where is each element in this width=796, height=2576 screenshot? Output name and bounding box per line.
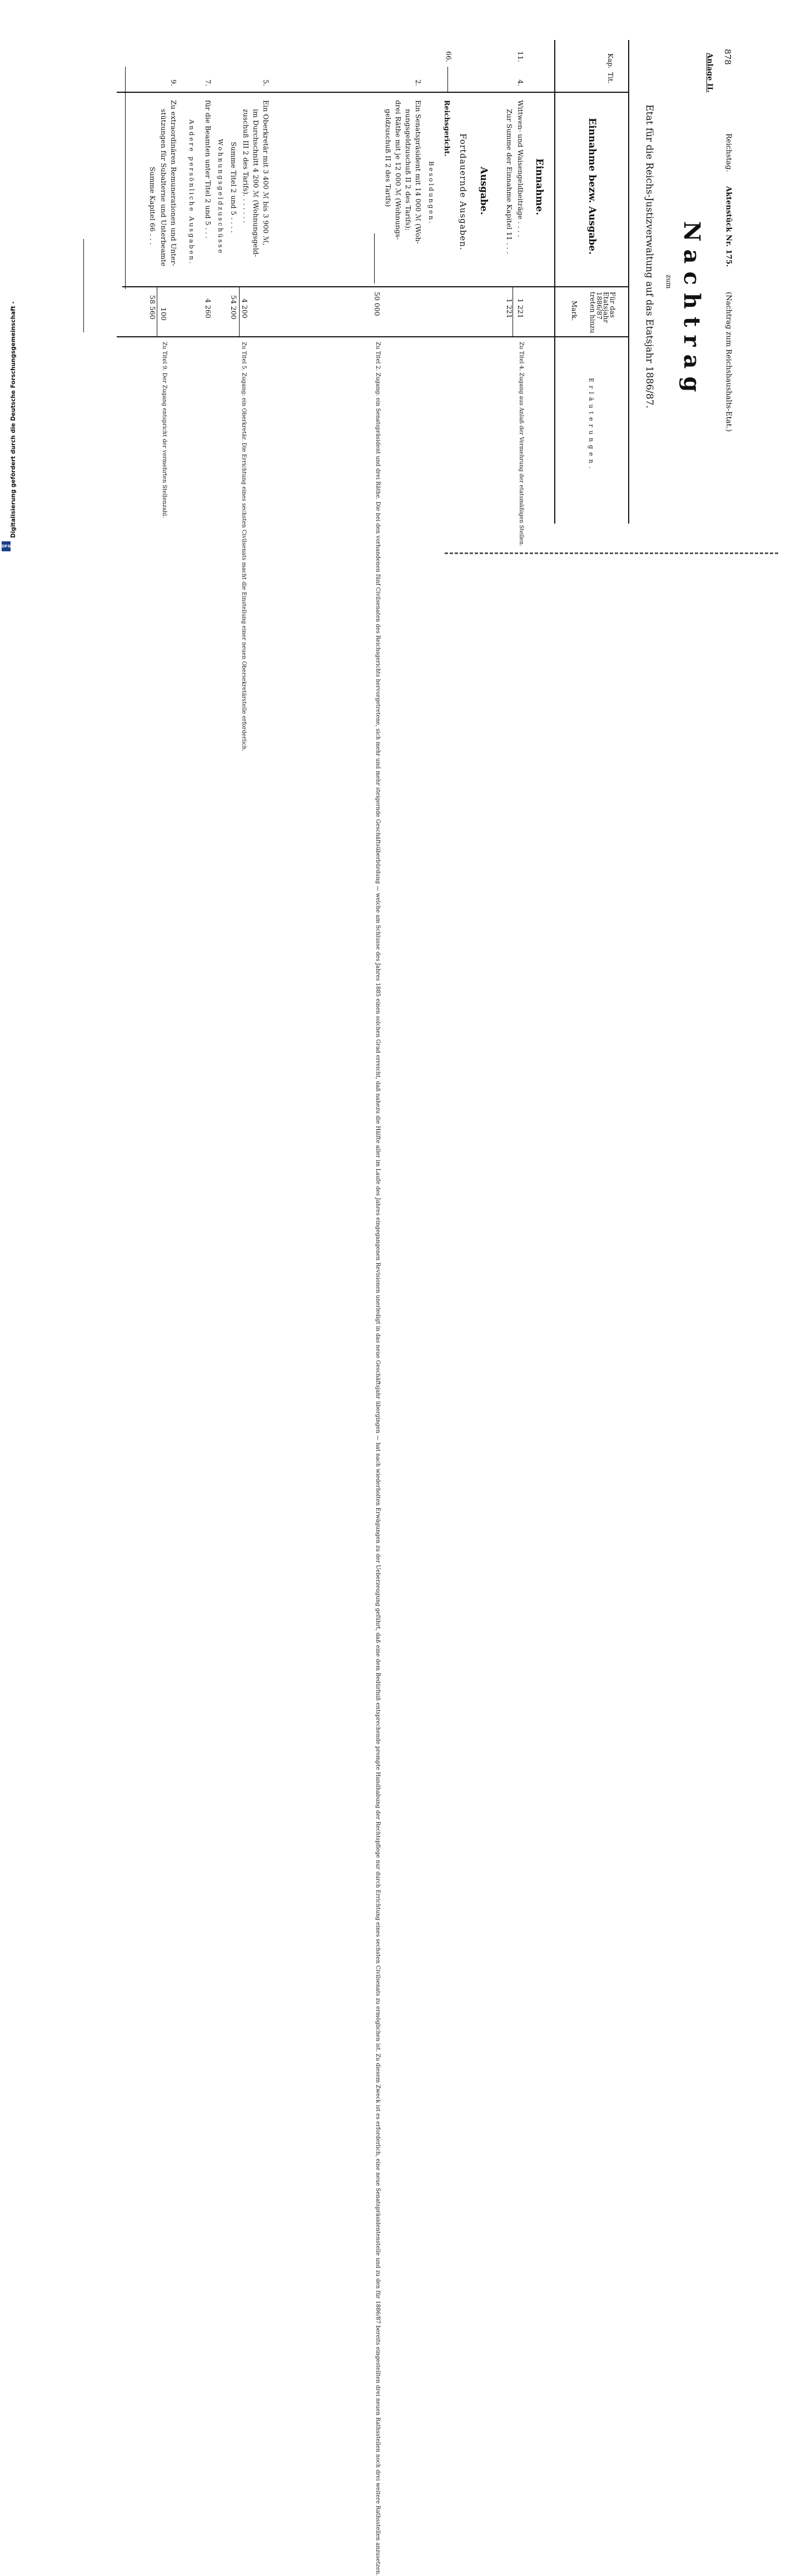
rule-col-subject-amount bbox=[122, 286, 628, 287]
row1-amount: 1 221 bbox=[516, 298, 525, 318]
amount-unit-rot: Mark. bbox=[570, 301, 578, 321]
reichsgericht-heading: Reichsgericht. bbox=[443, 100, 451, 157]
row4-tit: 7. bbox=[204, 79, 212, 86]
row4-text: für die Beamten unter Titel 2 und 5 . . . bbox=[204, 100, 212, 239]
einnahme-heading: Einnahme. bbox=[534, 158, 545, 216]
wohnungsgeld-heading: Wohnungsgeldzuschüsse bbox=[217, 139, 225, 255]
row5-sum-label: Summe Kapitel 66 . . . bbox=[148, 167, 157, 245]
andere-heading: Andere persönliche Ausgaben. bbox=[188, 119, 196, 266]
amount-header-line: 1886/87 bbox=[595, 292, 603, 320]
rule-header-bottom bbox=[554, 40, 555, 524]
rule-table-top bbox=[628, 40, 629, 524]
title-rot: Nachtrag bbox=[679, 221, 705, 400]
row4-amount: 4 260 bbox=[204, 298, 212, 318]
note-titel-4: Zu Titel 4. Zugang aus Anlaß der Vermehrung der etatsmäßigen Stellen. bbox=[518, 342, 524, 547]
row2-text-4: geldzuschuß II 2 des Tarifs) bbox=[384, 109, 392, 207]
kap-header-rot: Kap. bbox=[606, 53, 614, 69]
header-subtitle-rot: (Nachtrag zum Reichshaushalts-Etat.) bbox=[724, 292, 733, 432]
rule-bottom-short bbox=[125, 67, 126, 289]
rule-row3-sum bbox=[239, 286, 240, 336]
rule-kap-separator bbox=[447, 67, 448, 92]
row1-sum: 1 221 bbox=[505, 298, 514, 318]
tit-header-rot: Tit. bbox=[606, 72, 614, 84]
row1-tit: 4. bbox=[516, 79, 525, 86]
amount-header-rot bbox=[589, 292, 616, 333]
footer-text: Digitalisierung gefördert durch die Deutsche Forschungsgemeinschaft - bbox=[10, 301, 17, 538]
row3-tit: 5. bbox=[262, 79, 270, 86]
row3-text-2: im Durchschnitt 4 200 ℳ (Wohnungsgeld- bbox=[252, 109, 260, 257]
title-line-rot: Etat für die Reichs-Justizverwaltung auf das Etatsjahr 1886/87. bbox=[644, 104, 655, 408]
row5-text-2: stützungen für Subalterne und Unterbeamte bbox=[160, 109, 168, 267]
row3-text-1: Ein Oberkretär mit 3 400 ℳ bis 3 900 ℳ, bbox=[262, 100, 270, 246]
amount-header-line: Für das bbox=[609, 292, 616, 318]
digitization-footer bbox=[1, 301, 17, 551]
annex-rot: Anlage II. bbox=[705, 53, 714, 93]
page-number-rot: 878 bbox=[723, 49, 733, 65]
source-rot: Reichstag. bbox=[724, 133, 733, 172]
rule-row2-under bbox=[374, 233, 375, 283]
row5-tit: 9. bbox=[170, 79, 178, 86]
connector-rot: zum bbox=[665, 275, 673, 289]
row5-amount: 100 bbox=[160, 307, 168, 321]
row2-tit: 2. bbox=[414, 79, 422, 86]
row1-text: Wittwen- und Waisengeldbeiträge . . . . bbox=[516, 100, 525, 237]
row2-text-1: Ein Senatspräsident mit 14 000 ℳ (Woh- bbox=[414, 100, 422, 244]
row1-sum-text: Zur Summe der Einnahme Kapitel 11 . . . bbox=[505, 109, 514, 254]
besoldungen-heading: Besoldungen. bbox=[427, 161, 435, 226]
amount-header-line: treten hinzu bbox=[589, 292, 596, 333]
note-titel-5: Zu Titel 5. Zugang: ein Oberkretär. Die Errichtung eines sechsten Civilsenats macht die Einstellung einer neuen Obersekretärstelle erforderlich. bbox=[241, 342, 247, 751]
kap-66: 66. bbox=[445, 51, 453, 62]
note-titel-9: Zu Titel 9. Der Zugang entspricht der vermehrten Stellenzahl. bbox=[161, 342, 167, 518]
note-titel-2: Zu Titel 2. Zugang: ein Senatspräsident und drei Räthe. Die bei den vorhandenen fünf Civilsenaten des Reichsgerichts hervorgetretene, sich mehr und mehr steigernde Geschäftsüberbürdung — welche am Schlusse des Jahres 1885 einen solchen Grad erreicht, daß nahezu die Hälfte aller im Laufe des Jahres eingegangenen Revisionen unerledigt in das neue Geschäftsjahr übergingen — hat nach wiederholten Erwägungen zu der Ueberzeugung geführt, daß eine dem Bedürfniß entsprechende prompte Handhabung der Rechtspflege nur durch Errichtung eines sechsten Civilsenats zu ermöglichen ist. Zu diesem Zweck ist es erforderlich, eine neue Senatspräsidentenstelle und zu den für 1886/87 bereits eingestellten drei neuen Rathsstellen noch drei weitere Rathsstellen anzusetzen. bbox=[375, 342, 381, 2576]
row5-text-1: Zu extraordinären Remunerationen und Unter- bbox=[170, 100, 178, 266]
rule-left-fragment bbox=[83, 239, 84, 332]
notes-header-rot: Erläuterungen. bbox=[588, 378, 595, 472]
rule-col-amount-notes bbox=[117, 336, 628, 337]
row3-sum-label: Summe Titel 2 und 5 . . . . bbox=[230, 142, 238, 233]
subject-header-rot: Einnahme bezw. Ausgabe. bbox=[586, 118, 598, 255]
document-number-rot: Aktenstück Nr. 175. bbox=[724, 186, 733, 267]
row2-text-2: nungsgeldzuschuß II 2 des Tarifs); bbox=[404, 109, 412, 231]
rule-col-tit-subject bbox=[117, 92, 628, 93]
ausgabe-heading: Ausgabe. bbox=[478, 167, 489, 215]
row5-sum: 58 560 bbox=[148, 295, 157, 320]
row3-text-3: zuschuß III 2 des Tarifs). . . . . . . bbox=[242, 109, 250, 223]
amount-header-line: Etatsjahr bbox=[602, 292, 610, 323]
dfg-logo-icon: DFG bbox=[2, 541, 11, 551]
row1-kap: 11. bbox=[516, 51, 525, 62]
row3-sum: 54 200 bbox=[230, 295, 238, 320]
row2-text-3: drei Räthe mit je 12 000 ℳ (Wohnungs- bbox=[394, 100, 402, 240]
row2-amount: 50 000 bbox=[373, 292, 381, 316]
fortdauernde-heading: Fortdauernde Ausgaben. bbox=[458, 133, 468, 251]
scan-edge-mark bbox=[445, 552, 778, 554]
row3-amount: 4 200 bbox=[241, 298, 249, 318]
